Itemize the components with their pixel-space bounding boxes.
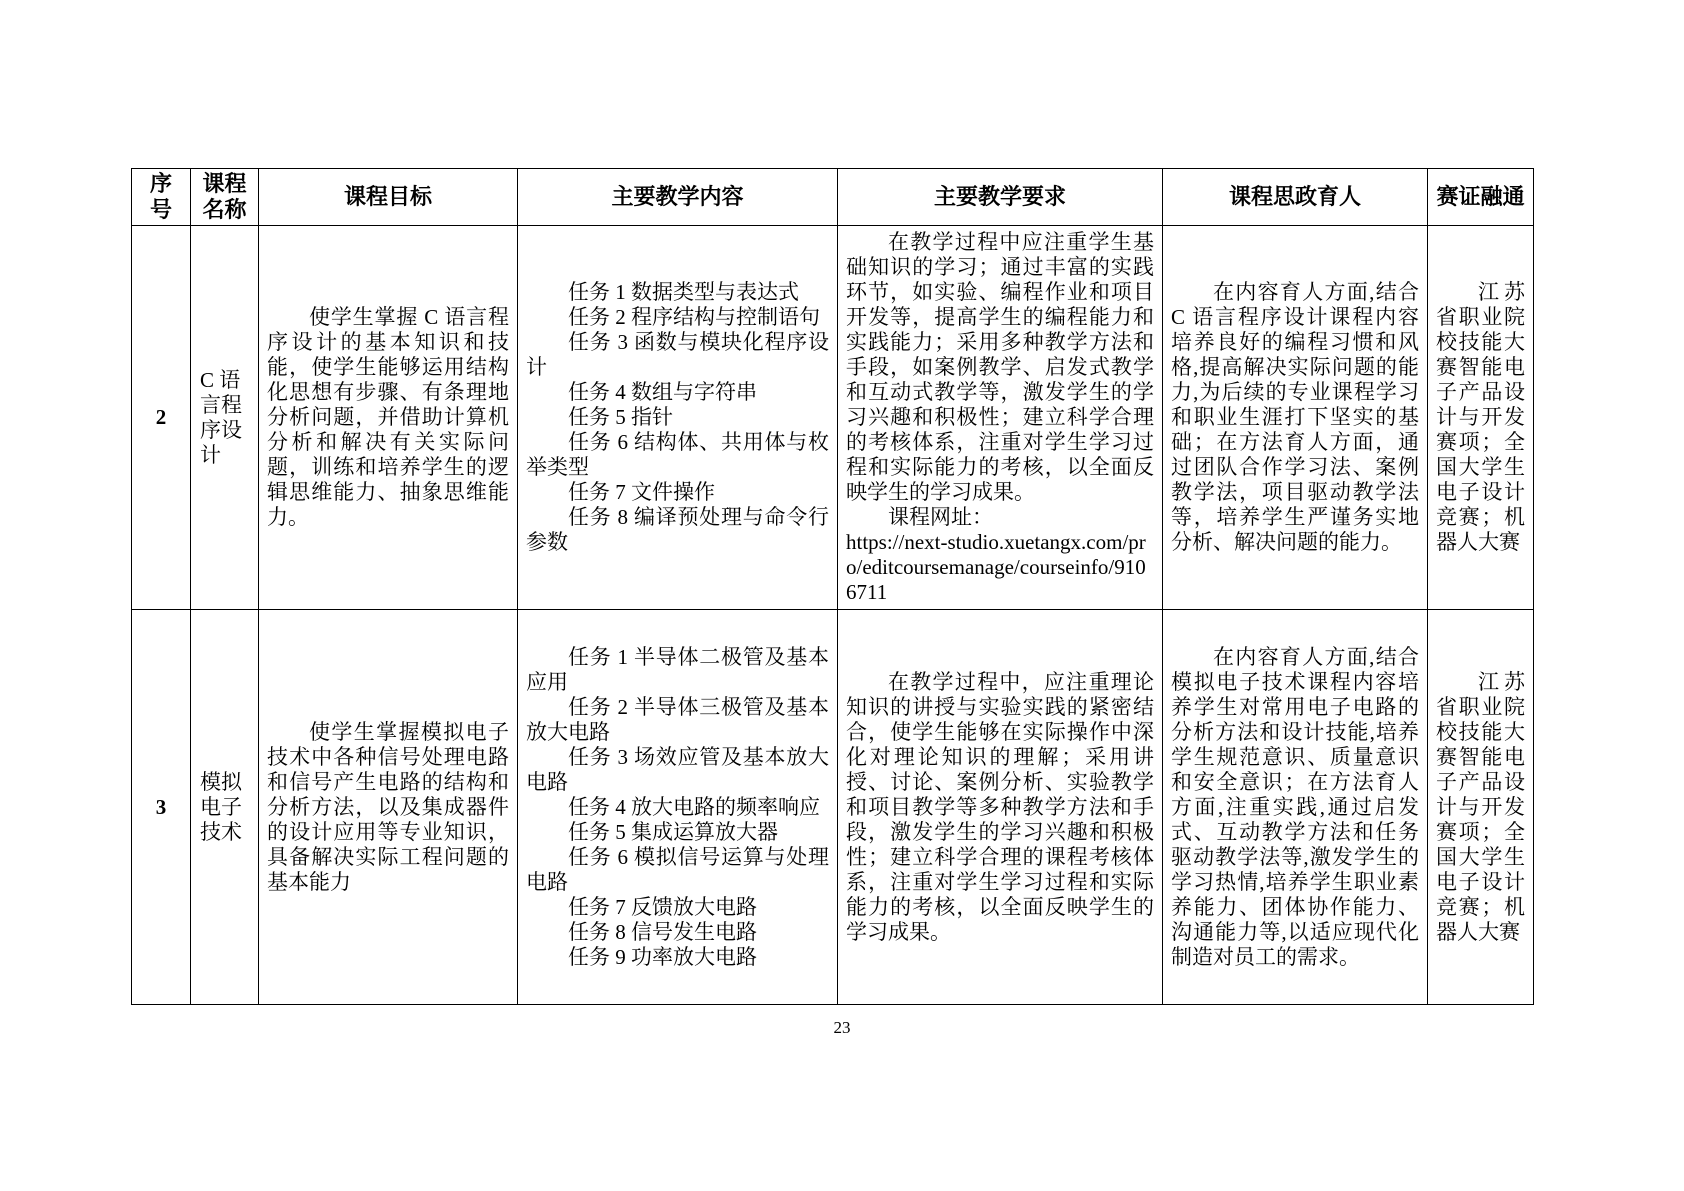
task-item: 任务 2 程序结构与控制语句 [568, 305, 820, 329]
objectives-text: 使学生掌握模拟电子技术中各种信号处理电路和信号产生电路的结构和分析方法，以及集成器件的设计应用等专业知识，具备解决实际工程问题的基本能力 [267, 719, 509, 894]
competition-text: 江苏省职业院校技能大赛智能电子产品设计与开发赛项；全国大学生电子设计竞赛；机器人大赛 [1436, 669, 1525, 944]
ideology-text: 在内容育人方面,结合 C 语言程序设计课程内容培养良好的编程习惯和风格,提高解决实际问题的能力,为后续的专业课程学习和职业生涯打下坚实的基础；在方法育人方面，通过团队合作学习法、案例教学法，项目驱动教学法等，培养学生严谨务实地分析、解决问题的能力。 [1171, 280, 1419, 554]
requirements-text: 在教学过程中应注重学生基础知识的学习；通过丰富的实践环节，如实验、编程作业和项目开发等，提高学生的编程能力和实践能力；采用多种教学方法和手段，如案例教学、启发式教学和互动式教学等，激发学生的学习兴趣和积极性；建立科学合理的考核体系，注重对学生学习过程和实际能力的考核，以全面反映学生的学习成果。 [846, 230, 1154, 504]
col-header-objectives: 课程目标 [259, 169, 518, 226]
col-header-teaching-content: 主要教学内容 [518, 169, 838, 226]
task-item: 任务 7 文件操作 [568, 480, 715, 504]
col-header-competition: 赛证融通 [1428, 169, 1534, 226]
cell-teaching-content [518, 226, 838, 610]
cell-seq: 3 [132, 610, 191, 1005]
table-row-course-2 [132, 226, 1534, 610]
cell-objectives [259, 610, 518, 1005]
task-item: 任务 8 编译预处理与命令行参数 [526, 505, 829, 554]
task-item: 任务 5 集成运算放大器 [568, 819, 778, 844]
task-item: 任务 4 放大电路的频率响应 [568, 794, 820, 819]
task-item: 任务 8 信号发生电路 [568, 919, 757, 944]
course-url-label: 课程网址： [888, 505, 993, 529]
task-item: 任务 2 半导体三极管及基本放大电路 [526, 694, 829, 744]
cell-teaching-requirements [838, 226, 1163, 610]
col-header-ideology: 课程思政育人 [1163, 169, 1428, 226]
table-row-course-3 [132, 610, 1534, 1005]
table-header-row [132, 169, 1534, 226]
cell-ideology [1163, 610, 1428, 1005]
task-item: 任务 6 结构体、共用体与枚举类型 [526, 430, 829, 479]
ideology-text: 在内容育人方面,结合模拟电子技术课程内容培养学生对常用电子电路的分析方法和设计技能,培养学生规范意识、质量意识和安全意识；在方法育人方面,注重实践,通过启发式、互动教学方法和任务驱动教学法等,激发学生的学习热情,培养学生职业素养能力、团体协作能力、沟通能力等,以适应现代化制造对员工的需求。 [1171, 644, 1419, 969]
col-header-teaching-requirements: 主要教学要求 [838, 169, 1163, 226]
course-url: https://next-studio.xuetangx.com/pro/editcoursemanage/courseinfo/9106711 [846, 530, 1146, 604]
task-item: 任务 1 数据类型与表达式 [568, 280, 799, 304]
col-header-seq: 序号 [132, 169, 191, 226]
requirements-text: 在教学过程中，应注重理论知识的讲授与实验实践的紧密结合，使学生能够在实际操作中深化对理论知识的理解；采用讲授、讨论、案例分析、实验教学和项目教学等多种教学方法和手段，激发学生的学习兴趣和积极性；建立科学合理的课程考核体系，注重对学生学习过程和实际能力的考核，以全面反映学生的学习成果。 [846, 669, 1154, 944]
page-number: 23 [833, 1018, 851, 1037]
task-item: 任务 7 反馈放大电路 [568, 894, 757, 919]
objectives-text: 使学生掌握 C 语言程序设计的基本知识和技能，使学生能够运用结构化思想有步骤、有条理地分析问题，并借助计算机分析和解决有关实际问题，训练和培养学生的逻辑思维能力、抽象思维能力。 [267, 305, 509, 529]
task-item: 任务 5 指针 [568, 405, 673, 429]
cell-teaching-requirements [838, 610, 1163, 1005]
task-item: 任务 6 模拟信号运算与处理电路 [526, 844, 829, 894]
cell-competition [1428, 226, 1534, 610]
cell-competition [1428, 610, 1534, 1005]
cell-course-name: C 语言程序设计 [191, 226, 259, 610]
task-item: 任务 1 半导体二极管及基本应用 [526, 644, 829, 694]
col-header-course-name: 课程名称 [191, 169, 259, 226]
cell-teaching-content [518, 610, 838, 1005]
task-item: 任务 4 数组与字符串 [568, 380, 757, 404]
cell-seq: 2 [132, 226, 191, 610]
task-item: 任务 3 函数与模块化程序设计 [526, 330, 829, 379]
competition-text: 江苏省职业院校技能大赛智能电子产品设计与开发赛项；全国大学生电子设计竞赛；机器人大赛 [1436, 280, 1525, 554]
cell-objectives [259, 226, 518, 610]
task-item: 任务 3 场效应管及基本放大电路 [526, 744, 829, 794]
task-item: 任务 9 功率放大电路 [568, 944, 757, 969]
cell-ideology [1163, 226, 1428, 610]
cell-course-name: 模拟电子技术 [191, 610, 259, 1005]
course-table [131, 168, 1534, 1005]
